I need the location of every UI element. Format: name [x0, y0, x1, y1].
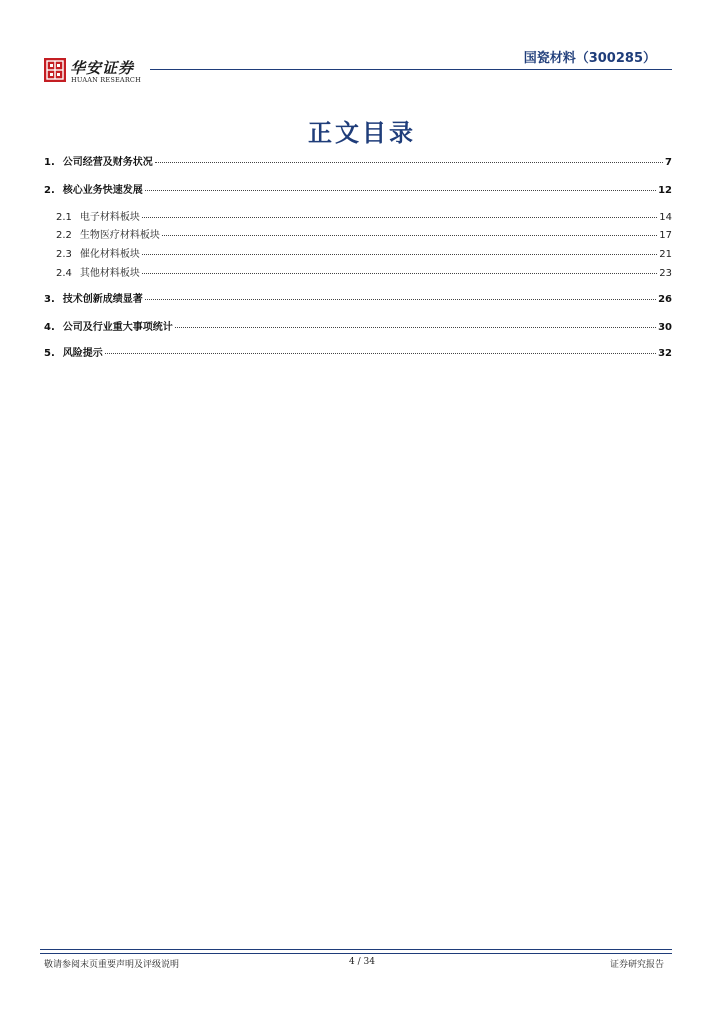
toc-entry-label — [44, 318, 173, 333]
footer-divider — [40, 949, 672, 950]
page-number: 4 / 34 — [349, 957, 375, 967]
toc-entry-label — [56, 208, 140, 223]
footer-divider-thin — [40, 953, 672, 954]
toc-entry-text: 其他材料板块 — [79, 268, 140, 279]
toc-page-number: 23 — [659, 268, 672, 279]
toc-page-number: 17 — [659, 230, 672, 241]
toc-entry-label — [56, 245, 140, 260]
toc-leader-dots — [145, 299, 656, 300]
report-title: 国瓷材料（300285） — [523, 51, 656, 66]
toc-entry-text: 公司及行业重大事项统计 — [62, 322, 173, 333]
toc-leader-dots — [142, 273, 657, 274]
toc-entry-text: 技术创新成绩显著 — [62, 294, 143, 305]
toc-leader-dots — [175, 327, 656, 328]
toc-page-number: 26 — [658, 294, 672, 305]
toc-entry[interactable] — [44, 344, 672, 359]
toc-entry-label — [56, 226, 160, 241]
toc-page-number: 12 — [658, 185, 672, 196]
toc-entry-label — [44, 344, 103, 359]
logo-english-name: HUAAN RESEARCH — [71, 76, 141, 84]
toc-page-number: 32 — [658, 348, 672, 359]
toc-page-number: 30 — [658, 322, 672, 333]
toc-leader-dots — [142, 254, 657, 255]
toc-entry-number: 3. — [44, 294, 55, 305]
toc-entry[interactable] — [56, 245, 672, 260]
toc-entry-label — [44, 153, 153, 168]
toc-entry-text: 公司经营及财务状况 — [62, 157, 153, 168]
toc-entry[interactable] — [56, 208, 672, 223]
toc-entry-text: 核心业务快速发展 — [62, 185, 143, 196]
toc-entry-number: 2. — [44, 185, 55, 196]
toc-entry-number: 1. — [44, 157, 55, 168]
toc-entry[interactable] — [44, 181, 672, 196]
toc-entry-number: 2.2 — [56, 230, 72, 241]
toc-entry-text: 风险提示 — [62, 348, 103, 359]
toc-entry-label — [44, 290, 143, 305]
toc-page-number: 14 — [659, 212, 672, 223]
toc-entry-number: 4. — [44, 322, 55, 333]
toc-entry-number: 5. — [44, 348, 55, 359]
toc-page-number: 7 — [665, 157, 672, 168]
toc-leader-dots — [145, 190, 656, 191]
header-divider — [150, 69, 672, 70]
huaan-logo-icon — [44, 58, 66, 82]
page-header — [0, 0, 724, 90]
toc-entry-text: 生物医疗材料板块 — [79, 230, 160, 241]
toc-entry-number: 2.1 — [56, 212, 72, 223]
toc-leader-dots — [155, 162, 663, 163]
toc-entry[interactable] — [44, 290, 672, 305]
toc-entry[interactable] — [44, 318, 672, 333]
toc-entry-number: 2.3 — [56, 249, 72, 260]
toc-entry[interactable] — [56, 264, 672, 279]
toc-entry-text: 催化材料板块 — [79, 249, 140, 260]
toc-entry-label — [56, 264, 140, 279]
toc-leader-dots — [142, 217, 657, 218]
toc-entry-number: 2.4 — [56, 268, 72, 279]
toc-leader-dots — [162, 235, 657, 236]
toc-page-number: 21 — [659, 249, 672, 260]
toc-leader-dots — [105, 353, 656, 354]
toc-entry-label — [44, 181, 143, 196]
page-title: 正文目录 — [308, 119, 416, 147]
footer-report-type: 证券研究报告 — [609, 960, 664, 970]
toc-entry-text: 电子材料板块 — [79, 212, 140, 223]
toc-entry[interactable] — [44, 153, 672, 168]
footer-disclaimer: 敬请参阅末页重要声明及评级说明 — [44, 960, 180, 970]
logo-chinese-name: 华安证券 — [70, 59, 135, 77]
toc-entry[interactable] — [56, 226, 672, 241]
